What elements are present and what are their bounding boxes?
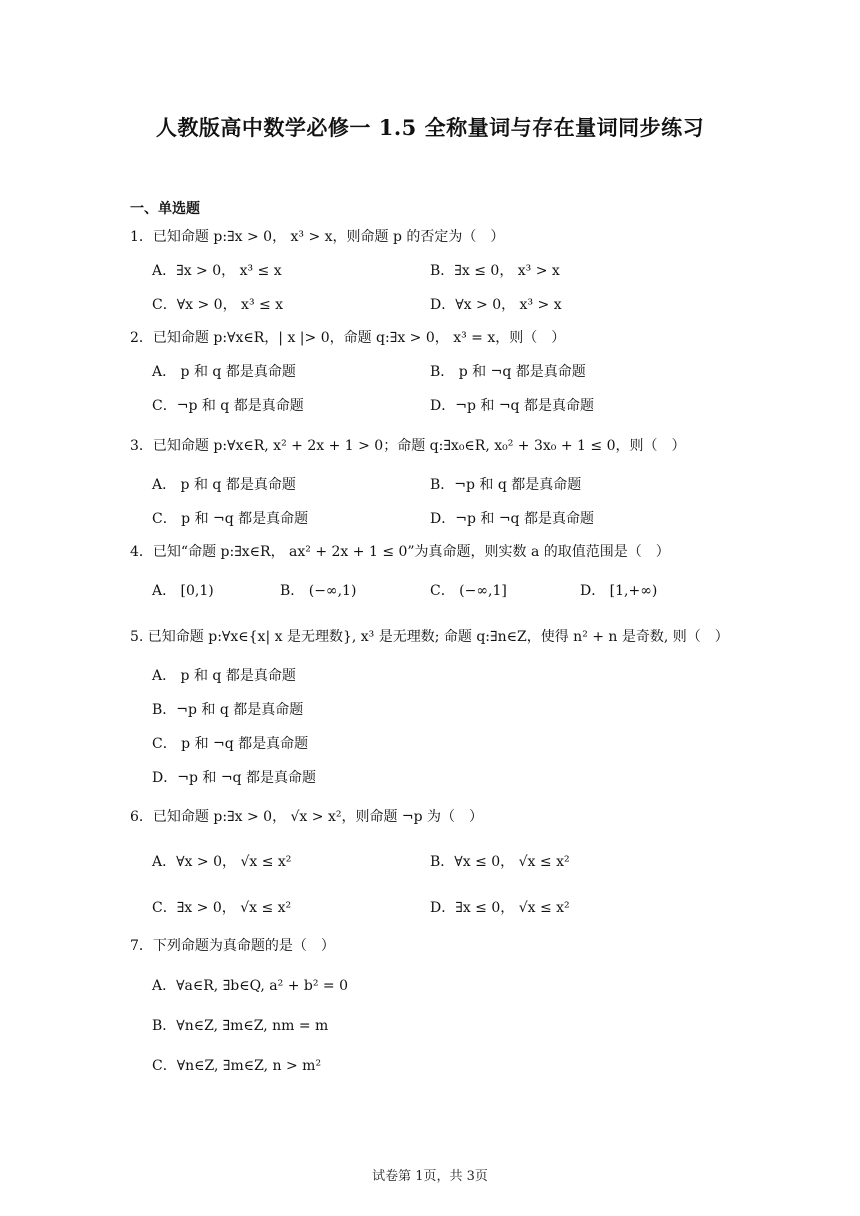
question-4-option-a: A． [0,1) [152, 583, 214, 599]
question-1-option-d: D．∀x > 0， x³ > x [430, 297, 562, 313]
question-4-option-c: C． (−∞,1] [430, 583, 507, 599]
question-6-option-c: C．∃x > 0， √x ≤ x² [152, 900, 292, 916]
question-3-stem: 3．已知命题 p:∀x∈R, x² + 2x + 1 > 0；命题 q:∃x₀∈R, x₀² + 3x₀ + 1 ≤ 0，则（ ） [130, 438, 686, 454]
question-1-stem: 1．已知命题 p:∃x > 0， x³ > x，则命题 p 的否定为（ ） [130, 229, 505, 245]
question-2-option-b: B． p 和 ¬q 都是真命题 [430, 364, 586, 380]
question-1-option-a: A．∃x > 0， x³ ≤ x [152, 263, 282, 279]
question-1-option-b: B．∃x ≤ 0， x³ > x [430, 263, 560, 279]
question-5-option-b: B．¬p 和 q 都是真命题 [152, 702, 304, 718]
question-2-option-a: A． p 和 q 都是真命题 [152, 364, 296, 380]
question-5-option-d: D．¬p 和 ¬q 都是真命题 [152, 770, 316, 786]
question-4-stem: 4．已知“命题 p:∃x∈R， ax² + 2x + 1 ≤ 0”为真命题，则实数 a 的取值范围是（ ） [130, 544, 670, 560]
question-7-stem: 7．下列命题为真命题的是（ ） [130, 938, 335, 954]
question-4-option-b: B． (−∞,1) [280, 583, 357, 599]
question-2-option-c: C．¬p 和 q 都是真命题 [152, 398, 304, 414]
question-6-stem: 6．已知命题 p:∃x > 0， √x > x²，则命题 ¬p 为（ ） [130, 809, 484, 825]
question-2-stem: 2．已知命题 p:∀x∈R，| x |> 0，命题 q:∃x > 0， x³ = x，则（ ） [130, 330, 566, 346]
question-6-option-b: B．∀x ≤ 0， √x ≤ x² [430, 854, 570, 870]
question-4-option-d: D． [1,+∞) [580, 583, 658, 599]
question-2-option-d: D．¬p 和 ¬q 都是真命题 [430, 398, 594, 414]
page-title: 人教版高中数学必修一 1.5 全称量词与存在量词同步练习 [155, 115, 705, 140]
section-heading: 一、单选题 [130, 201, 200, 217]
question-3-option-b: B．¬p 和 q 都是真命题 [430, 477, 582, 493]
question-5-stem: 5. 已知命题 p:∀x∈{x| x 是无理数}, x³ 是无理数; 命题 q:∃n∈Z，使得 n² + n 是奇数, 则（ ） [130, 629, 729, 645]
question-7-option-b: B．∀n∈Z, ∃m∈Z, nm = m [152, 1018, 329, 1034]
question-3-option-c: C． p 和 ¬q 都是真命题 [152, 511, 309, 527]
question-6-option-d: D．∃x ≤ 0， √x ≤ x² [430, 900, 570, 916]
question-3-option-a: A． p 和 q 都是真命题 [152, 477, 296, 493]
question-7-option-a: A．∀a∈R, ∃b∈Q, a² + b² = 0 [152, 978, 349, 994]
question-7-option-c: C．∀n∈Z, ∃m∈Z, n > m² [152, 1058, 322, 1074]
question-5-option-a: A． p 和 q 都是真命题 [152, 668, 296, 684]
question-3-option-d: D．¬p 和 ¬q 都是真命题 [430, 511, 594, 527]
question-1-option-c: C．∀x > 0， x³ ≤ x [152, 297, 284, 313]
page-footer: 试卷第 1页，共 3页 [372, 1169, 488, 1184]
question-6-option-a: A．∀x > 0， √x ≤ x² [152, 854, 292, 870]
question-5-option-c: C． p 和 ¬q 都是真命题 [152, 736, 309, 752]
